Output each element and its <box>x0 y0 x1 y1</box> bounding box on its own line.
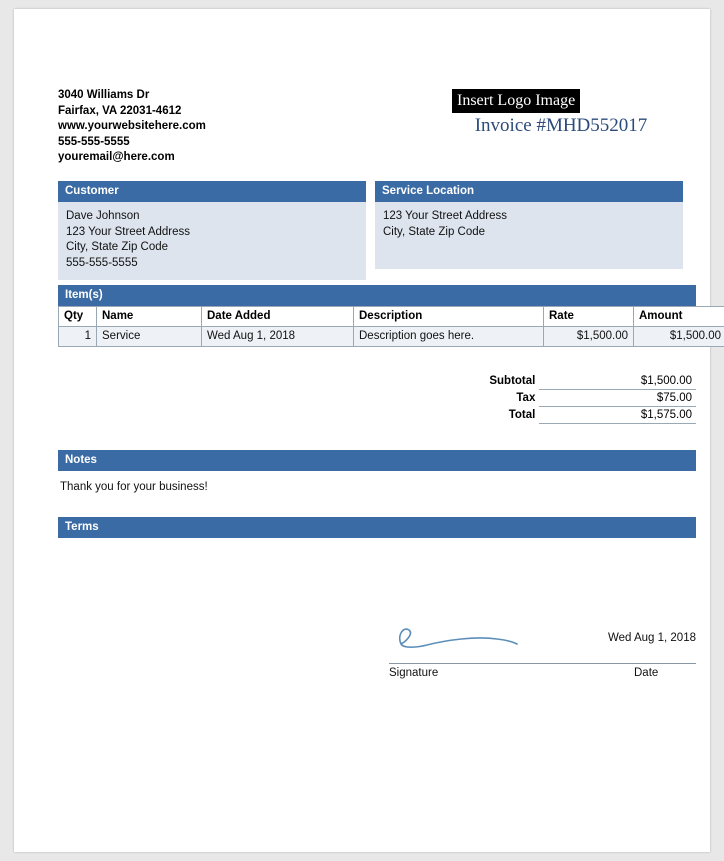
column-header-qty: Qty <box>59 307 97 327</box>
notes-heading: Notes <box>58 450 696 471</box>
totals-row-tax <box>440 390 696 407</box>
column-header-name: Name <box>97 307 202 327</box>
customer-block <box>58 181 366 280</box>
items-heading: Item(s) <box>58 285 696 306</box>
signature-mark-icon <box>389 614 549 664</box>
table-row <box>59 327 724 347</box>
total-value: $1,575.00 <box>539 407 696 424</box>
invoice-number: Invoice #MHD552017 <box>474 115 648 136</box>
customer-city: City, State Zip Code <box>66 241 169 253</box>
totals-table <box>440 373 696 424</box>
terms-section <box>58 517 696 548</box>
tax-label: Tax <box>516 392 536 404</box>
cell-rate: $1,500.00 <box>544 327 634 347</box>
tax-value: $75.00 <box>539 390 696 407</box>
totals-row-total <box>440 407 696 424</box>
terms-heading: Terms <box>58 517 696 538</box>
customer-name: Dave Johnson <box>66 210 140 222</box>
column-header-date-added: Date Added <box>202 307 354 327</box>
company-phone: 555-555-5555 <box>58 135 130 148</box>
service-location-block <box>375 181 683 269</box>
customer-heading: Customer <box>58 181 366 202</box>
signature-section <box>58 614 696 694</box>
totals-row-subtotal <box>440 373 696 390</box>
service-location-city: City, State Zip Code <box>383 225 486 238</box>
service-location-street: 123 Your Street Address <box>383 210 508 222</box>
signature-date-value: Wed Aug 1, 2018 <box>607 632 696 644</box>
totals-section <box>58 373 696 424</box>
notes-section <box>58 450 696 493</box>
service-location-heading: Service Location <box>375 181 683 202</box>
company-address-line: Fairfax, VA 22031-4612 <box>58 104 182 117</box>
column-header-description: Description <box>354 307 544 327</box>
cell-name: Service <box>97 327 202 347</box>
subtotal-value: $1,500.00 <box>539 373 696 390</box>
cell-amount: $1,500.00 <box>634 327 724 347</box>
invoice-header <box>44 71 684 171</box>
customer-street: 123 Your Street Address <box>66 225 191 238</box>
total-label: Total <box>508 409 536 421</box>
customer-phone: 555-555-5555 <box>66 256 138 269</box>
signature-line <box>389 663 696 664</box>
invoice-page <box>14 9 721 852</box>
terms-text <box>58 538 696 548</box>
customer-details <box>58 202 366 280</box>
company-address-block <box>58 88 206 166</box>
cell-description: Description goes here. <box>354 327 544 347</box>
company-address-line: 3040 Williams Dr <box>58 89 150 101</box>
cell-qty: 1 <box>59 327 97 347</box>
notes-text: Thank you for your business! <box>60 481 208 493</box>
invoice-content <box>44 71 721 694</box>
cell-date-added: Wed Aug 1, 2018 <box>202 327 354 347</box>
company-website: www.yourwebsitehere.com <box>58 120 206 132</box>
company-email: youremail@here.com <box>58 151 175 163</box>
column-header-amount: Amount <box>634 307 724 327</box>
date-label: Date <box>634 667 659 679</box>
subtotal-label: Subtotal <box>489 375 536 388</box>
items-table <box>58 306 724 347</box>
column-header-rate: Rate <box>544 307 634 327</box>
items-table-header-row <box>59 307 724 327</box>
signature-label: Signature <box>389 667 439 679</box>
logo-placeholder[interactable]: Insert Logo Image <box>452 89 580 113</box>
address-row <box>44 181 684 271</box>
service-location-details <box>375 202 683 269</box>
items-section <box>58 285 721 347</box>
